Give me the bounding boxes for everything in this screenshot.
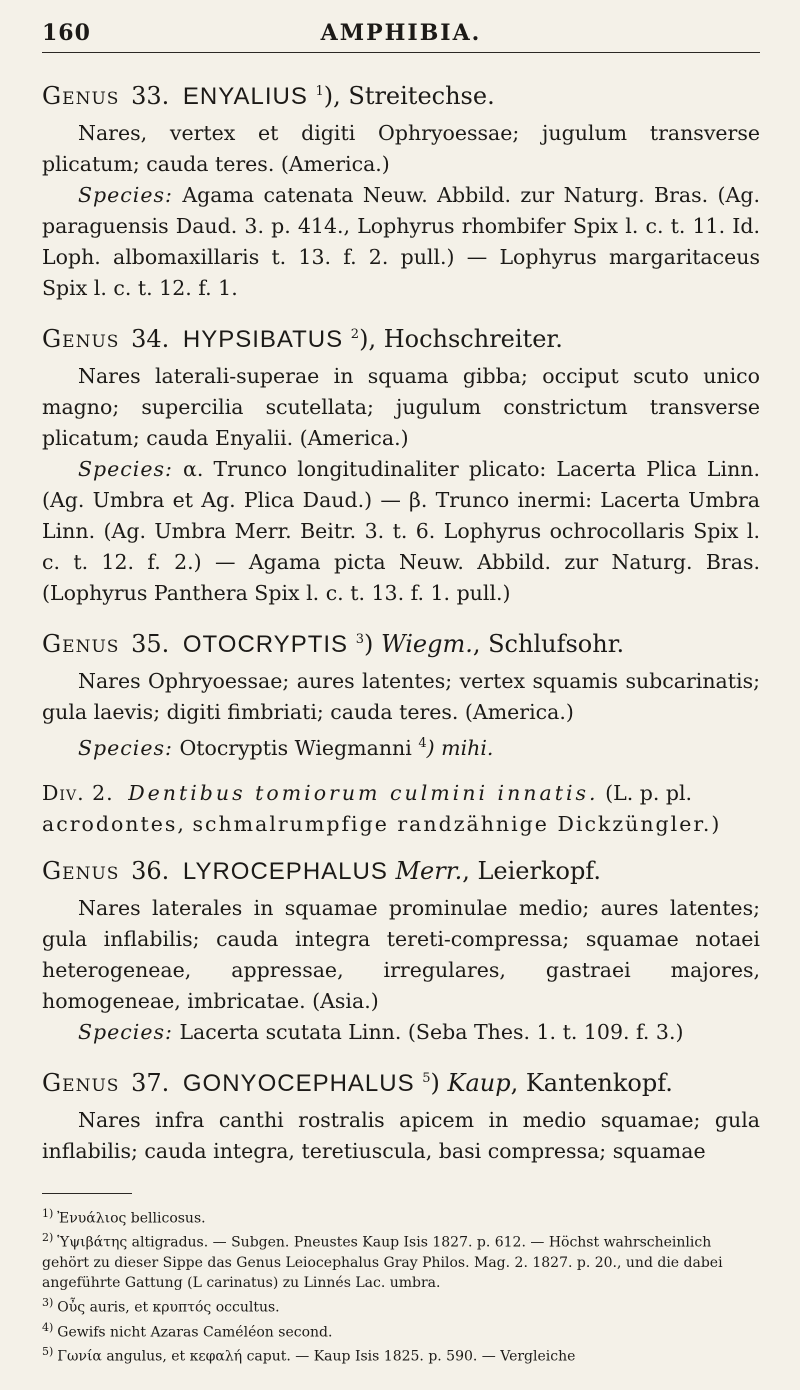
species-paragraph [42, 1017, 760, 1048]
genus-name: LYROCEPHALUS [182, 857, 388, 885]
genus-number: 34. [131, 325, 170, 353]
footnotes [42, 1204, 760, 1367]
species-list: Lacerta scutata Linn. (Seba Thes. 1. t. 109. f. 3.) [179, 1019, 684, 1044]
species-label: Species: [78, 735, 173, 760]
species-list: α. Trunco longitudinaliter plicato: Lacerta Plica Linn. (Ag. Umbra et Ag. Plica Daud.) — β. Trunco inermi: Lacerta Umbra Linn. (Ag. Umbra Merr. Beitr. 3. t. 6. Lophyrus ochrocollaris Spix l. c. t. 12. f. 2.) — Agama picta Neuw. Abbild. zur Naturg. Bras. (Lophyrus Panthera Spix l. c. t. 13. f. 1. pull.) [42, 457, 760, 605]
footnote-ref: 3 [355, 632, 364, 647]
genus-label: Genus [42, 630, 120, 658]
species-paragraph [42, 728, 760, 764]
genus-heading: Genus 35. OTOCRYPTIS $^3$) Wiegm., Schlufsohr. [42, 630, 625, 658]
genus-hypsibatus [42, 318, 760, 609]
genus-lyrocephalus [42, 854, 760, 1048]
species-label: Species: [78, 1019, 173, 1044]
division-german: schmalrumpfige randzähnige Dickzüngler.) [192, 811, 722, 836]
footnote: $^{2)}$ Ὑψιβάτης altigradus. — Subgen. Pneustes Kaup Isis 1827. p. 612. — Höchst wahrscheinlich gehört zu dieser Sippe das Genus Leiocephalus Gray Philos. Mag. 2. 1827. p. 20., und die dabei angeführte Gattung (L carinatus) zu Linnés Lac. umbra. [42, 1231, 723, 1292]
genus-author: Wiegm. [380, 630, 473, 658]
genus-number: 33. [131, 82, 170, 110]
genus-number: 36. [131, 856, 170, 885]
division-title: Dentibus tomiorum culmini innatis. [128, 780, 599, 805]
division-2 [42, 778, 760, 840]
footnote: $^{1)}$ Ἐνυάλιος bellicosus. [42, 1206, 206, 1227]
genus-otocryptis [42, 623, 760, 764]
running-head [42, 14, 760, 46]
vernacular-name: ), Hochschreiter. [359, 325, 563, 353]
vernacular-name: , Schlufsohr. [472, 630, 625, 658]
header-title: AMPHIBIA. [320, 20, 482, 46]
division-label: Div. 2. [42, 780, 114, 805]
genus-description: Nares laterales in squamae prominulae medio; aures latentes; gula inflabilis; cauda integra tereti-compressa; squamae notaei heterogeneae, appressae, irregulares, gastraei majores, homogeneae, imbricatae. (Asia.) [42, 895, 760, 1013]
genus-name: GONYOCEPHALUS [182, 1069, 415, 1097]
footnote-ref: 1 [315, 84, 324, 99]
genus-enyalius [42, 75, 760, 304]
genus-name: ENYALIUS [182, 83, 308, 110]
genus-heading: Genus 37. GONYOCEPHALUS $^5$) Kaup, Kantenkopf. [42, 1068, 673, 1097]
division-latin: acrodontes, [42, 811, 186, 836]
genus-label: Genus [42, 82, 120, 110]
footnote-ref: 2 [350, 327, 360, 342]
footnote: $^{3)}$ Οὖς auris, et κρυπτός occultus. [42, 1296, 280, 1316]
genus-heading [42, 318, 760, 357]
genus-label: Genus [42, 1068, 120, 1097]
genus-heading [42, 854, 760, 889]
species-paragraph [42, 454, 760, 609]
genus-description: Nares infra canthi rostralis apicem in medio squamae; gula inflabilis; cauda integra, teretiuscula, basi compressa; squamae [42, 1107, 760, 1163]
vernacular-name: , Kantenkopf. [510, 1068, 673, 1097]
genus-name: HYPSIBATUS [182, 326, 344, 353]
footnote-ref: 4 [418, 736, 427, 751]
footnote-ref: 5 [422, 1070, 431, 1086]
genus-heading [42, 75, 760, 114]
species-list: Otocryptis Wiegmanni [179, 735, 412, 760]
genus-author: Kaup [447, 1068, 511, 1097]
genus-number: 37. [131, 1068, 170, 1097]
header-rule [42, 52, 760, 53]
genus-description: Nares laterali-superae in squama gibba; occiput scuto unico magno; supercilia scutellata; jugulum constrictum transverse plicatum; cauda Enyalii. (America.) [42, 364, 760, 450]
species-tail: ) mihi. [426, 735, 494, 760]
page-number: 160 [42, 20, 91, 46]
genus-description: Nares, vertex et digiti Ophryoessae; jugulum transverse plicatum; cauda teres. (America.) [42, 121, 760, 176]
footnote: $^{5)}$ Γωνία angulus, et κεφαλή caput. — Kaup Isis 1825. p. 590. — Vergleiche [42, 1345, 576, 1366]
vernacular-name: , Leierkopf. [462, 856, 601, 885]
footnote-rule [42, 1193, 132, 1194]
genus-author: Merr. [395, 856, 463, 885]
footnote: $^{4)}$ Gewifs nicht Azaras Caméléon second. [42, 1320, 333, 1341]
species-paragraph [42, 180, 760, 304]
genus-label: Genus [42, 325, 120, 353]
genus-description: Nares Ophryoessae; aures latentes; vertex squamis subcarinatis; gula laevis; digiti fimbriati; cauda teres. (America.) [42, 669, 760, 724]
genus-name: OTOCRYPTIS [182, 631, 349, 658]
species-list: Agama catenata Neuw. Abbild. zur Naturg. Bras. (Ag. paraguensis Daud. 3. p. 414., Lophyrus rhombifer Spix l. c. t. 11. Id. Loph. albomaxillaris t. 13. f. 2. pull.) — Lophyrus margaritaceus Spix l. c. t. 12. f. 1. [42, 183, 760, 300]
species-label: Species: [78, 183, 173, 207]
species-label: Species: [78, 457, 173, 481]
genus-label: Genus [42, 856, 120, 885]
genus-gonyocephalus [42, 1062, 760, 1167]
division-ref: (L. p. pl. [605, 780, 693, 805]
vernacular-name: ), Streitechse. [323, 82, 495, 110]
genus-number: 35. [131, 630, 170, 658]
